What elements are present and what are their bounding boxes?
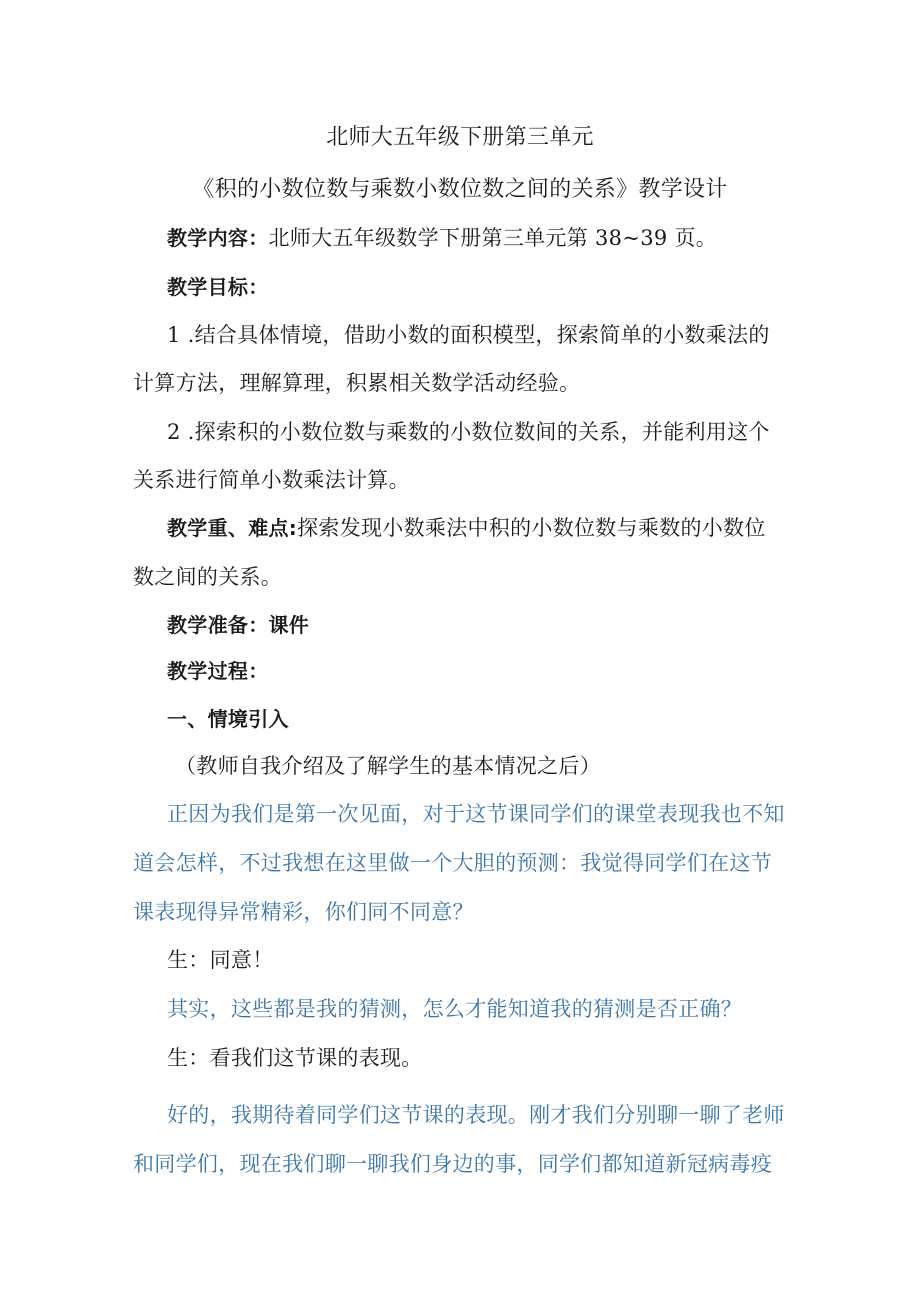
goal1-line1: 1 .结合具体情境，借助小数的面积模型，探索简单的小数乘法的 bbox=[167, 323, 770, 347]
goal2-line1: 2 .探索积的小数位数与乘数的小数位数间的关系，并能利用这个 bbox=[167, 420, 770, 444]
teaching-content-label: 教学内容： bbox=[167, 226, 269, 250]
teacher-line3-2: 和同学们，现在我们聊一聊我们身边的事，同学们都知道新冠病毒疫 bbox=[133, 1152, 772, 1176]
doc-title-line2: 《积的小数位数与乘数小数位数之间的关系》教学设计 bbox=[192, 177, 728, 202]
doc-title-line1: 北师大五年级下册第三单元 bbox=[326, 125, 594, 150]
goal1-line2: 计算方法，理解算理，积累相关数学活动经验。 bbox=[133, 371, 581, 395]
key-points-label: 教学重、难点: bbox=[167, 516, 298, 540]
student-reply1: 生：同意！ bbox=[167, 948, 274, 972]
teacher-intro-note: （教师自我介绍及了解学生的基本情况之后） bbox=[175, 754, 601, 778]
key-points bbox=[167, 514, 766, 542]
key-points-line2: 数之间的关系。 bbox=[133, 565, 283, 589]
teacher-line3-1: 好的，我期待着同学们这节课的表现。刚才我们分别聊一聊了老师 bbox=[167, 1103, 785, 1127]
teaching-goals-label: 教学目标： bbox=[167, 275, 269, 299]
section1-heading: 一、情境引入 bbox=[167, 707, 289, 731]
teaching-preparation: 教学准备：课件 bbox=[167, 613, 310, 637]
teacher-line1-2: 道会怎样，不过我想在这里做一个大胆的预测：我觉得同学们在这节 bbox=[133, 851, 772, 875]
goal2-line2: 关系进行简单小数乘法计算。 bbox=[133, 468, 410, 492]
teaching-content-text: 北师大五年级数学下册第三单元第 38~39 页。 bbox=[268, 226, 718, 250]
teaching-process-label: 教学过程： bbox=[167, 659, 269, 683]
teacher-line2: 其实，这些都是我的猜测，怎么才能知道我的猜测是否正确？ bbox=[167, 997, 743, 1021]
teacher-line1-1: 正因为我们是第一次见面，对于这节课同学们的课堂表现我也不知 bbox=[167, 802, 785, 826]
teacher-line1-3: 课表现得异常精彩，你们同不同意？ bbox=[133, 900, 474, 924]
key-points-line1: 探索发现小数乘法中积的小数位数与乘数的小数位 bbox=[297, 516, 766, 540]
student-reply2: 生：看我们这节课的表现。 bbox=[167, 1046, 423, 1070]
teaching-content bbox=[167, 224, 717, 252]
